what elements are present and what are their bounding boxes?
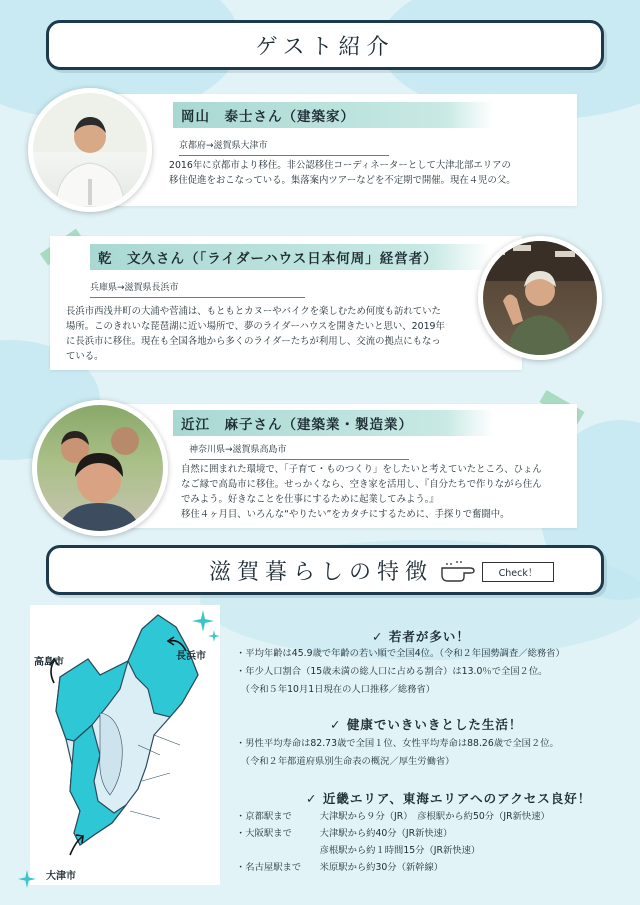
guest-card-2 <box>50 236 522 370</box>
guest-description: 2016年に京都市より移住。非公認移住コーディネーターとして大津北部エリアの 移住促進をおこなっている。集落案内ツアーなどを不定期で開催。現在４児の父。 <box>169 160 516 186</box>
sparkle-icon <box>208 630 220 642</box>
check-tag: Check！ <box>482 562 554 582</box>
sparkle-icon <box>18 870 36 888</box>
feature-line: ・京都駅まで 大津駅から９分（JR） 彦根駅から約50分（JR新快速） <box>236 811 550 822</box>
feature-line: ・男性平均寿命は82.73歳で全国１位、女性平均寿命は88.26歳で全国２位。 <box>236 738 559 749</box>
person-silhouette-icon <box>483 241 597 355</box>
guest-description: 長浜市西浅井町の大浦や菅浦は、もともとカヌーやバイクを楽しむため何度も訪れていた 場所。このきれいな琵琶湖に近い場所で、夢のライダーハウスを開きたいと思い、2019年 に長浜市に移住。現在も全国各地から多くのライダーたちが利用し、交流の拠点にもなっ ている。 <box>66 306 445 362</box>
map-label-nagahama: 長浜市 <box>176 651 206 662</box>
feature-line: ・名古屋駅まで 米原駅から約30分（新幹線） <box>236 862 444 873</box>
guest-name: 岡山 泰士さん（建築家） <box>173 102 493 128</box>
shiga-map <box>30 605 220 885</box>
guest-photo-omi <box>32 400 168 536</box>
sparkle-icon <box>192 610 214 632</box>
guest-card-3 <box>105 404 577 528</box>
guest-name: 近江 麻子さん（建築業・製造業） <box>173 410 493 436</box>
feature-heading-young: ✓ 若者が多い！ <box>372 629 470 644</box>
map-label-takashima: 高島市 <box>34 657 64 668</box>
feature-line: （令和５年10月1日現在の人口推移／総務省） <box>236 684 436 695</box>
guest-photo-inui <box>478 236 602 360</box>
guest-name: 乾 文久さん（「ライダーハウス日本何周」経営者） <box>90 244 490 270</box>
features-section-title: 滋賀暮らしの特徴 <box>46 545 604 595</box>
guest-card-1 <box>105 94 577 206</box>
guest-section-title: ゲスト紹介 <box>46 20 604 70</box>
guest-photo-okayama <box>28 88 152 212</box>
guest-description: 自然に囲まれた環境で、「子育て・ものつくり」をしたいと考えていたところ、ひょん なご縁で高島市に移住。せっかくなら、空き家を活用し、『自分たちで作りながら住ん でみよう。好きなことを仕事にするために起業してみよう。』 移住４ヶ月目、いろんな“やりたい”をカタチにするために、手探りで奮闘中。 <box>181 464 542 520</box>
feature-heading-health: ✓ 健康でいきいきとした生活！ <box>330 717 523 732</box>
feature-line: ・大阪駅まで 大津駅から約40分（JR新快速） <box>236 828 453 839</box>
feature-line: ・平均年齢は45.9歳で年齢の若い順で全国4位。（令和２年国勢調査／総務省） <box>236 648 565 659</box>
feature-heading-access: ✓ 近畿エリア、東海エリアへのアクセス良好！ <box>306 791 592 806</box>
feature-line: 彦根駅から約１時間15分（JR新快速） <box>236 845 481 856</box>
feature-line: （令和２年都道府県別生命表の概況／厚生労働省） <box>236 756 455 767</box>
guest-origin: 兵庫県→滋賀県長浜市 <box>90 280 305 298</box>
map-label-otsu: 大津市 <box>46 871 76 882</box>
guest-origin: 京都府→滋賀県大津市 <box>179 138 389 156</box>
pointing-hand-icon <box>440 560 486 584</box>
guest-origin: 神奈川県→滋賀県高島市 <box>189 442 409 460</box>
feature-line: ・年少人口割合（15歳未満の総人口に占める割合）は13.0％で全国２位。 <box>236 666 548 677</box>
person-silhouette-icon <box>33 93 147 207</box>
family-photo-icon <box>37 405 163 531</box>
